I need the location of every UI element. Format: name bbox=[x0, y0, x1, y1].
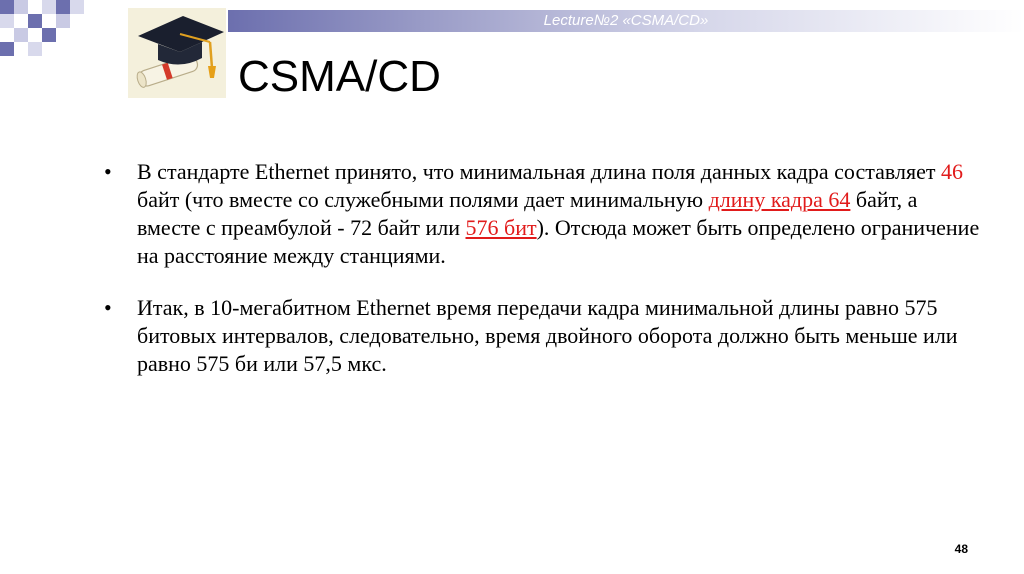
bullet-item-2 bbox=[104, 294, 984, 378]
header-bar bbox=[228, 10, 1024, 32]
bullet-list bbox=[104, 158, 984, 402]
frame-bits: 576 бит bbox=[465, 215, 537, 240]
graduation-cap-diploma-icon bbox=[128, 8, 226, 98]
min-data-length: 46 bbox=[940, 159, 963, 184]
bullet-2-text: Итак, в 10-мегабитном Ethernet время передачи кадра минимальной длины равно 575 битовых интервалов, следовательно, время двойного оборота должно быть меньше или равно 575 би или 57,5 мкс. bbox=[137, 295, 958, 376]
slide-title: CSMA/CD bbox=[238, 52, 441, 101]
min-frame-length: длину кадра 64 bbox=[708, 187, 851, 212]
page-number: 48 bbox=[954, 542, 968, 556]
bullet-1-text: В стандарте Ethernet принято, что минимальная длина поля данных кадра составляет 46 байт (что вместе со служебными полями дает минимальную длину кадра 64 байт, а вместе с преамбулой - 72 байт или 576 бит). Отсюда может быть определено ограничение на расстояние между станциями. bbox=[137, 159, 980, 268]
bullet-dot-icon: • bbox=[104, 159, 112, 184]
bullet-dot-icon: • bbox=[104, 295, 112, 320]
lecture-title: Lecture№2 «CSMA/CD» bbox=[543, 12, 709, 29]
bullet-item-1 bbox=[104, 158, 984, 270]
